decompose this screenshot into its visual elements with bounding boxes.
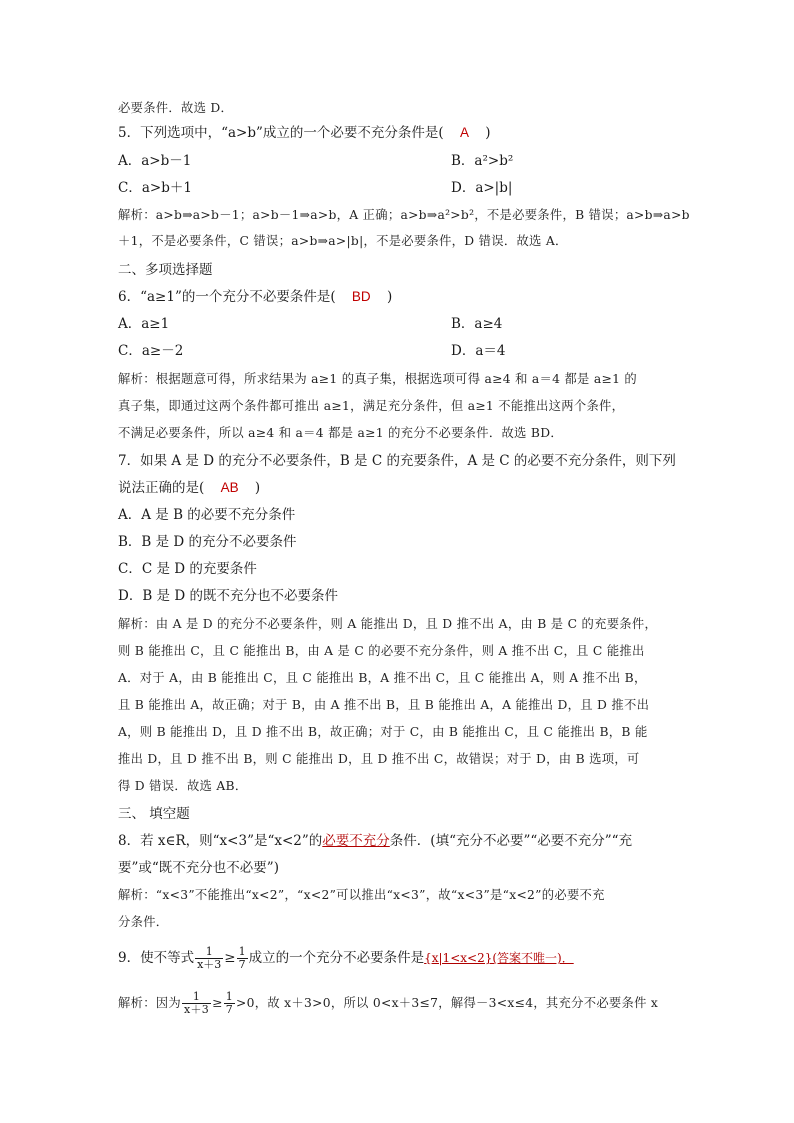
answer: {x|1<x<2}(答案不唯一)． <box>424 951 574 965</box>
stem-text: 5．下列选项中，“a>b”成立的一个必要不充分条件是( <box>118 125 444 141</box>
question-7-stem-cont <box>118 479 260 497</box>
option-a: A．a>b－1 <box>118 153 192 169</box>
operator: ≥ <box>224 950 236 966</box>
question-8-stem-cont: 要”或“既不充分也不必要”) <box>118 860 279 876</box>
explanation-line: 且 B 能推出 A，故正确；对于 B，由 A 推不出 B，且 B 能推出 A，A 能推出 D，且 D 推不出 <box>118 698 650 712</box>
option-c: C．a>b＋1 <box>118 180 192 196</box>
paren: ) <box>386 289 393 305</box>
explanation-line: 不满足必要条件，所以 a≥4 和 a＝4 都是 a≥1 的充分不必要条件．故选 BD． <box>118 426 563 440</box>
answer: BD <box>351 289 371 304</box>
operator: ≥ <box>212 996 223 1010</box>
stem-text: 8．若 x∈R，则“x<3”是“x<2”的 <box>118 833 323 849</box>
option-a: A．a≥1 <box>118 316 170 332</box>
explanation-line: 则 B 能推出 C，且 C 能推出 B，由 A 是 C 的必要不充分条件，则 A 推不出 C，且 C 能推出 <box>118 644 645 658</box>
answer: AB <box>220 480 239 495</box>
explanation-line: 解析：a>b⇒a>b－1；a>b－1⇒a>b，A 正确；a>b⇒a²>b²，不是必要条件，B 错误；a>b⇒a>b <box>118 208 690 222</box>
option-c: C．C 是 D 的充要条件 <box>118 561 257 577</box>
stem-text: 说法正确的是( <box>118 480 205 496</box>
option-d: D．a＝4 <box>451 343 506 359</box>
stem-text: 解析：因为 <box>118 996 181 1010</box>
explanation-line: A，则 B 能推出 D，且 D 推不出 B，故正确；对于 C，由 B 能推出 C，且 C 能推出 B，B 能 <box>118 725 648 739</box>
stem-text: >0，故 x＋3>0，所以 0<x＋3≤7，解得－3<x≤4，其充分不必要条件 x <box>236 996 659 1010</box>
section-heading: 二、多项选择题 <box>118 262 213 278</box>
answer: 必要不充分 <box>322 833 390 849</box>
question-5-options-row1 <box>118 152 514 170</box>
answer: A <box>459 125 469 140</box>
question-6-options-row1 <box>118 315 503 333</box>
stem-text: 6．“a≥1”的一个充分不必要条件是( <box>118 289 336 305</box>
numerator: 1 <box>238 945 246 958</box>
explanation-line: 得 D 错误．故选 AB． <box>118 779 248 793</box>
fraction <box>182 991 211 1016</box>
option-c: C．a≥－2 <box>118 343 184 359</box>
fraction <box>224 991 235 1016</box>
stem-text: 9．使不等式 <box>118 950 195 966</box>
stem-text: 成立的一个充分不必要条件是 <box>248 950 425 966</box>
numerator: 1 <box>182 991 211 1004</box>
explanation-line: ＋1，不是必要条件，C 错误；a>b⇒a>|b|，不是必要条件，D 错误．故选 A． <box>118 234 568 248</box>
explanation-line: A．对于 A，由 B 能推出 C，且 C 能推出 B，A 推不出 C，且 C 能推出 A，则 A 推不出 B， <box>118 671 647 685</box>
option-b: B．B 是 D 的充分不必要条件 <box>118 534 297 550</box>
denominator: x＋3 <box>197 958 222 971</box>
option-b: B．a²>b² <box>451 153 514 169</box>
numerator: 1 <box>195 946 223 959</box>
explanation-line: 真子集，即通过这两个条件都可推出 a≥1，满足充分条件，但 a≥1 不能推出这两个条件， <box>118 399 625 413</box>
denominator: x＋3 <box>184 1003 210 1016</box>
fraction <box>195 946 223 971</box>
explanation-line: 分条件． <box>118 915 169 929</box>
option-d: D．a>|b| <box>451 180 513 196</box>
question-5-options-row2 <box>118 179 513 197</box>
explanation-line: 必要条件．故选 D． <box>118 101 234 115</box>
question-9-stem <box>118 946 574 971</box>
option-a: A．A 是 B 的必要不充分条件 <box>118 507 296 523</box>
explanation-line: 解析：由 A 是 D 的充分不必要条件，则 A 能推出 D，且 D 推不出 A，由 B 是 C 的充要条件， <box>118 617 658 631</box>
explanation-line <box>118 991 658 1016</box>
question-7-stem: 7．如果 A 是 D 的充分不必要条件，B 是 C 的充要条件，A 是 C 的必要不充分条件，则下列 <box>118 453 676 469</box>
numerator: 1 <box>225 990 234 1003</box>
question-5-stem <box>118 124 491 142</box>
paren: ) <box>254 480 261 496</box>
explanation-line: 解析：根据题意可得，所求结果为 a≥1 的真子集，根据选项可得 a≥4 和 a＝4 都是 a≥1 的 <box>118 372 638 386</box>
denominator: 7 <box>238 958 246 971</box>
section-heading: 三、 填空题 <box>118 806 190 822</box>
question-6-stem <box>118 288 392 306</box>
denominator: 7 <box>225 1003 234 1016</box>
question-6-options-row2 <box>118 342 506 360</box>
option-d: D．B 是 D 的既不充分也不必要条件 <box>118 588 338 604</box>
explanation-line: 解析：“x<3”不能推出“x<2”，“x<2”可以推出“x<3”，故“x<3”是“x<2”的必要不充 <box>118 888 605 902</box>
fraction <box>237 946 248 971</box>
paren: ) <box>485 125 491 141</box>
explanation-line: 推出 D，且 D 推不出 B，则 C 能推出 D，且 D 推不出 C，故错误；对于 D，由 B 选项，可 <box>118 752 640 766</box>
stem-text: 条件．(填“充分不必要”“必要不充分”“充 <box>389 833 633 849</box>
option-b: B．a≥4 <box>451 316 503 332</box>
question-8-stem <box>118 832 632 850</box>
